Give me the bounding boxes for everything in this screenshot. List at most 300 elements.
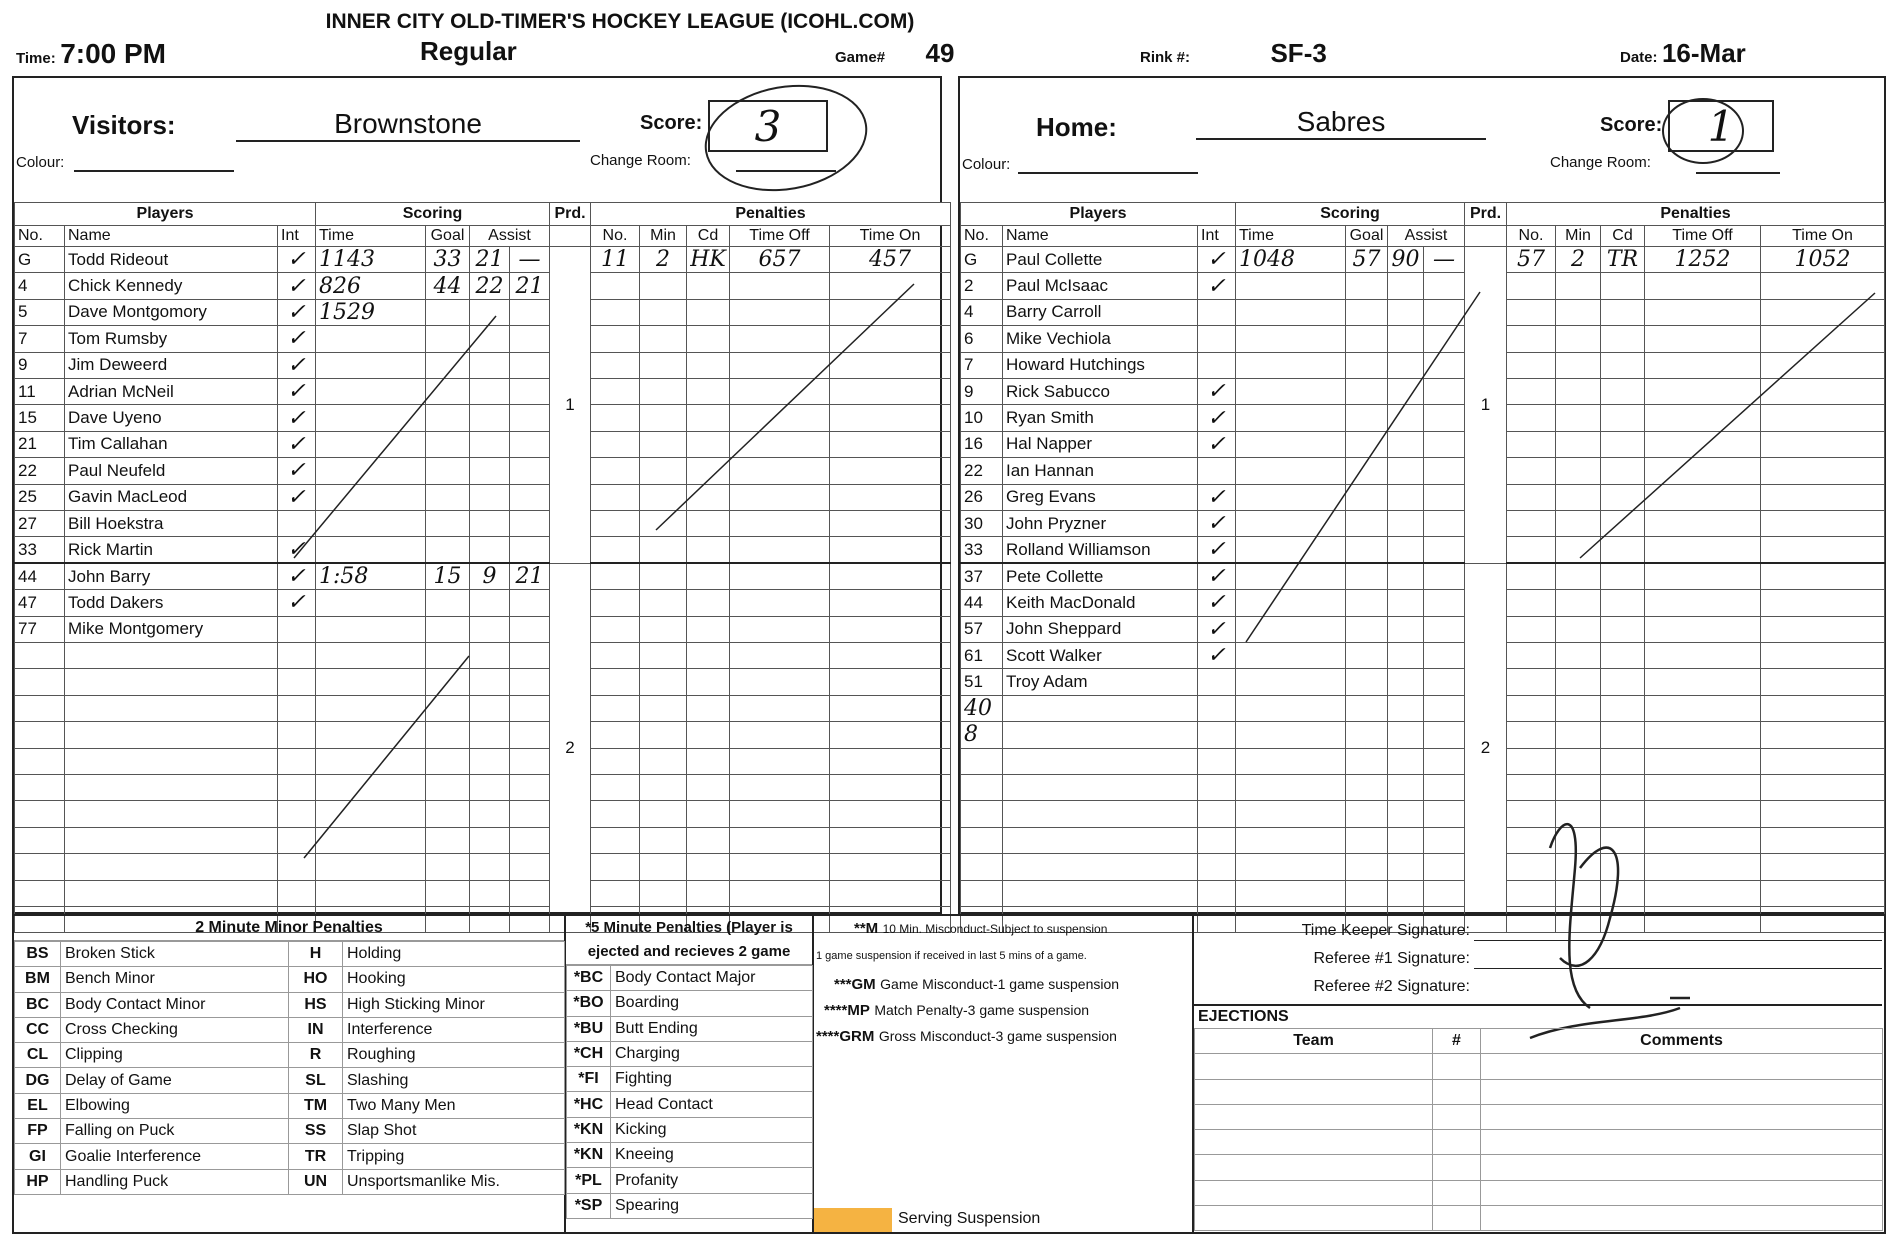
- misconduct-m-code: **M: [854, 920, 879, 937]
- name-col-header: Name: [1003, 226, 1198, 247]
- player-int-check: ✓: [278, 537, 316, 564]
- ejection-comment-cell: [1481, 1206, 1883, 1231]
- ejection-team-cell: [1195, 1155, 1433, 1180]
- misconduct-m-text: 10 Min. Misconduct-Subject to suspension: [882, 922, 1108, 936]
- ejection-comment-cell: [1481, 1130, 1883, 1155]
- misconduct-grm: [816, 1028, 1117, 1046]
- ejection-team-cell: [1195, 1130, 1433, 1155]
- goal-scorer: 33: [426, 247, 470, 273]
- minor-penalty-row: [15, 1093, 565, 1118]
- penalty-no: 57: [1507, 247, 1556, 273]
- home-score-value: 1: [1707, 102, 1735, 151]
- ejections-table: [1194, 1028, 1883, 1231]
- min-col-header: Min: [1556, 226, 1601, 247]
- minor-penalty-row: [15, 1068, 565, 1093]
- penalty-name: Elbowing: [61, 1093, 289, 1118]
- ejection-comment-cell: [1481, 1104, 1883, 1129]
- minor-penalty-row: [15, 967, 565, 992]
- penalties-header: Penalties: [591, 203, 951, 226]
- misconduct-gm-code: ***GM: [834, 976, 876, 993]
- game-number-field: [835, 38, 954, 69]
- visitors-colour-label: Colour:: [16, 154, 65, 171]
- penalty-code: TR: [289, 1144, 343, 1169]
- player-number: 2: [961, 273, 1003, 299]
- int-col-header: Int: [278, 226, 316, 247]
- minor-penalty-row: [15, 1119, 565, 1144]
- player-name: Paul McIsaac: [1003, 273, 1198, 299]
- player-number: 8: [961, 722, 1003, 748]
- goal-assist-2: —: [510, 247, 550, 273]
- ejection-number-cell: [1433, 1206, 1481, 1231]
- cd-col-header: Cd: [687, 226, 730, 247]
- ejection-team-cell: [1195, 1104, 1433, 1129]
- penalty-time-off: 657: [730, 247, 830, 273]
- player-int-check: ✓: [1198, 510, 1236, 536]
- goal-time: 1:58: [316, 563, 426, 590]
- ejections-comments-header: Comments: [1481, 1029, 1883, 1054]
- penalty-code: GI: [15, 1144, 61, 1169]
- player-number: 15: [15, 405, 65, 431]
- penalty-name: Tripping: [343, 1144, 565, 1169]
- no-col-header: No.: [15, 226, 65, 247]
- penalty-code: UN: [289, 1169, 343, 1194]
- major-penalty-row: [567, 1041, 813, 1066]
- assist-col-header: Assist: [1388, 226, 1465, 247]
- player-number: 25: [15, 484, 65, 510]
- minor-penalties-title: 2 Minute Minor Penalties: [14, 916, 564, 941]
- penalty-code: *KN: [567, 1143, 611, 1168]
- prd-header: Prd.: [550, 203, 591, 226]
- visitors-team-name: Brownstone: [236, 108, 580, 142]
- ejection-row: [1195, 1130, 1883, 1155]
- legend-area: [12, 914, 1886, 1234]
- serving-suspension-swatch: [814, 1208, 892, 1232]
- misconduct-m-note: 1 game suspension if received in last 5 mins of a game.: [816, 950, 1087, 962]
- player-int-check: ✓: [1198, 273, 1236, 299]
- penalty-cd: TR: [1601, 247, 1645, 273]
- player-number: 9: [15, 352, 65, 378]
- major-penalty-row: [567, 966, 813, 991]
- player-number: 33: [961, 537, 1003, 564]
- player-name: Dave Uyeno: [65, 405, 278, 431]
- penalty-code: *BU: [567, 1016, 611, 1041]
- penalty-code: BM: [15, 967, 61, 992]
- visitors-change-room-label: Change Room:: [590, 152, 691, 169]
- ejection-row: [1195, 1155, 1883, 1180]
- player-int-check: ✓: [1198, 247, 1236, 273]
- player-number: 22: [15, 458, 65, 484]
- penalty-name: Body Contact Major: [611, 966, 813, 991]
- player-number: G: [15, 247, 65, 273]
- penalty-name: Two Many Men: [343, 1093, 565, 1118]
- player-number: 21: [15, 431, 65, 457]
- referee2-signature-label: Referee #2 Signature:: [1313, 978, 1470, 995]
- penalty-name: Clipping: [61, 1043, 289, 1068]
- home-change-room-label: Change Room:: [1550, 154, 1651, 171]
- player-name: Todd Rideout: [65, 247, 278, 273]
- pen-no-col-header: No.: [1507, 226, 1556, 247]
- player-int-check: ✓: [278, 458, 316, 484]
- assist-col-header: Assist: [470, 226, 550, 247]
- player-int-check: ✓: [278, 378, 316, 404]
- player-int-check: ✓: [278, 405, 316, 431]
- penalty-code: EL: [15, 1093, 61, 1118]
- visitors-panel: [12, 76, 942, 914]
- goal-assist-1: 22: [470, 273, 510, 299]
- penalty-code: *BO: [567, 991, 611, 1016]
- time-off-col-header: Time Off: [730, 226, 830, 247]
- player-name: Tom Rumsby: [65, 326, 278, 352]
- player-name: Jim Deweerd: [65, 352, 278, 378]
- penalty-code: FP: [15, 1119, 61, 1144]
- scoring-header: Scoring: [1236, 203, 1465, 226]
- penalty-code: H: [289, 942, 343, 967]
- player-number: 26: [961, 484, 1003, 510]
- misconduct-mp: [824, 1002, 1089, 1020]
- players-header: Players: [961, 203, 1236, 226]
- penalty-code: DG: [15, 1068, 61, 1093]
- ejection-comment-cell: [1481, 1054, 1883, 1079]
- player-number: 9: [961, 378, 1003, 404]
- ejections-title: EJECTIONS: [1198, 1008, 1289, 1025]
- penalty-code: HP: [15, 1169, 61, 1194]
- goal-assist-2: 21: [510, 563, 550, 590]
- penalty-time-on: 457: [830, 247, 951, 273]
- player-int-check: ✓: [1198, 537, 1236, 564]
- major-title-line1: *5 Minute Penalties (Player is: [585, 919, 793, 936]
- player-name: Tim Callahan: [65, 431, 278, 457]
- misconduct-gm: [834, 976, 1119, 994]
- penalty-min: 2: [640, 247, 687, 273]
- ejection-comment-cell: [1481, 1180, 1883, 1205]
- minor-penalty-row: [15, 1043, 565, 1068]
- date-label: Date:: [1620, 49, 1658, 66]
- visitors-score-label: Score:: [640, 112, 703, 134]
- player-name: Dave Montgomory: [65, 299, 278, 325]
- penalties-header: Penalties: [1507, 203, 1885, 226]
- player-number: G: [961, 247, 1003, 273]
- goal-assist-2: —: [1424, 247, 1465, 273]
- player-name: Chick Kennedy: [65, 273, 278, 299]
- rink-field: [1140, 38, 1327, 69]
- goal-assist-1: 21: [470, 247, 510, 273]
- penalty-name: Profanity: [611, 1168, 813, 1193]
- home-colour-label: Colour:: [962, 156, 1011, 173]
- player-name: Rick Martin: [65, 537, 278, 564]
- penalty-name: Slap Shot: [343, 1119, 565, 1144]
- penalty-name: Falling on Puck: [61, 1119, 289, 1144]
- game-type: Regular: [420, 36, 517, 66]
- game-value: 49: [925, 38, 955, 68]
- ejection-row: [1195, 1079, 1883, 1104]
- penalty-name: Handling Puck: [61, 1169, 289, 1194]
- home-panel: [958, 76, 1886, 914]
- player-name: Keith MacDonald: [1003, 590, 1198, 616]
- period-label: 2: [1465, 563, 1507, 933]
- referee1-signature-label: Referee #1 Signature:: [1313, 950, 1470, 967]
- misconduct-gm-text: Game Misconduct-1 game suspension: [880, 976, 1120, 992]
- minor-penalties-section: [14, 916, 566, 1232]
- player-number: 7: [15, 326, 65, 352]
- player-number: 5: [15, 299, 65, 325]
- ejection-comment-cell: [1481, 1079, 1883, 1104]
- rink-label: Rink #:: [1140, 49, 1191, 66]
- name-col-header: Name: [65, 226, 278, 247]
- period-label: 2: [550, 563, 591, 933]
- ejection-row: [1195, 1206, 1883, 1231]
- goal-time: 1143: [316, 247, 426, 273]
- penalty-code: *SP: [567, 1193, 611, 1218]
- player-number: 51: [961, 669, 1003, 695]
- player-number: 61: [961, 643, 1003, 669]
- penalty-code: HO: [289, 967, 343, 992]
- penalty-name: Interference: [343, 1017, 565, 1042]
- penalty-name: Butt Ending: [611, 1016, 813, 1041]
- goal-col-header: Goal: [1346, 226, 1388, 247]
- player-name: John Pryzner: [1003, 510, 1198, 536]
- player-number: 4: [15, 273, 65, 299]
- player-name: Bill Hoekstra: [65, 510, 278, 536]
- penalty-name: Roughing: [343, 1043, 565, 1068]
- player-int-check: ✓: [278, 326, 316, 352]
- misconduct-grm-text: Gross Misconduct-3 game suspension: [878, 1028, 1117, 1044]
- player-number: 22: [961, 458, 1003, 484]
- major-penalty-row: [567, 1016, 813, 1041]
- player-name: Rolland Williamson: [1003, 537, 1198, 564]
- penalty-code: CL: [15, 1043, 61, 1068]
- player-int-check: ✓: [1198, 405, 1236, 431]
- home-label: Home:: [1036, 112, 1117, 142]
- player-name: Todd Dakers: [65, 590, 278, 616]
- minor-penalty-row: [15, 1144, 565, 1169]
- penalty-name: Fighting: [611, 1067, 813, 1092]
- player-int-check: ✓: [1198, 378, 1236, 404]
- player-name: Greg Evans: [1003, 484, 1198, 510]
- player-name: Pete Collette: [1003, 563, 1198, 590]
- players-header: Players: [15, 203, 316, 226]
- player-int-check: ✓: [1198, 616, 1236, 642]
- player-int-check: ✓: [278, 484, 316, 510]
- penalty-name: Charging: [611, 1041, 813, 1066]
- home-score-label: Score:: [1600, 114, 1663, 136]
- penalty-code: SS: [289, 1119, 343, 1144]
- penalty-name: Slashing: [343, 1068, 565, 1093]
- ejection-team-cell: [1195, 1206, 1433, 1231]
- player-int-check: ✓: [278, 247, 316, 273]
- major-title-line2: ejected and recieves 2 game: [587, 943, 791, 960]
- penalty-name: Kicking: [611, 1117, 813, 1142]
- major-penalty-row: [567, 1117, 813, 1142]
- ejection-number-cell: [1433, 1079, 1481, 1104]
- player-name: Barry Carroll: [1003, 299, 1198, 325]
- misconduct-mp-text: Match Penalty-3 game suspension: [874, 1002, 1090, 1018]
- penalty-min: 2: [1556, 247, 1601, 273]
- time-value: 7:00 PM: [60, 38, 167, 69]
- penalty-code: R: [289, 1043, 343, 1068]
- ejection-number-cell: [1433, 1104, 1481, 1129]
- major-penalty-row: [567, 1067, 813, 1092]
- player-number: 6: [961, 326, 1003, 352]
- player-int-check: ✓: [1198, 484, 1236, 510]
- player-number: 37: [961, 563, 1003, 590]
- player-number: 44: [961, 590, 1003, 616]
- time-field: [16, 38, 166, 70]
- penalty-name: Broken Stick: [61, 942, 289, 967]
- misconduct-section: [814, 916, 1194, 1232]
- player-name: John Barry: [65, 563, 278, 590]
- player-int-check: ✓: [278, 352, 316, 378]
- penalty-name: Unsportsmanlike Mis.: [343, 1169, 565, 1194]
- date-value: 16-Mar: [1661, 38, 1746, 68]
- player-number: 27: [15, 510, 65, 536]
- player-number: 47: [15, 590, 65, 616]
- player-name: Ian Hannan: [1003, 458, 1198, 484]
- penalty-code: SL: [289, 1068, 343, 1093]
- minor-penalty-row: [15, 1169, 565, 1194]
- rink-value: SF-3: [1270, 38, 1327, 68]
- ejections-number-header: #: [1433, 1029, 1481, 1054]
- player-int-check: ✓: [278, 273, 316, 299]
- referee1-signature-line[interactable]: [1474, 968, 1882, 969]
- time-off-col-header: Time Off: [1645, 226, 1761, 247]
- prd-header: Prd.: [1465, 203, 1507, 226]
- penalty-time-on: 1052: [1761, 247, 1885, 273]
- major-penalties-table: [566, 965, 813, 1219]
- minor-penalty-row: [15, 942, 565, 967]
- period-label: 1: [550, 247, 591, 564]
- penalty-code: *HC: [567, 1092, 611, 1117]
- period-label: 1: [1465, 247, 1507, 564]
- ejections-team-header: Team: [1195, 1029, 1433, 1054]
- ejection-number-cell: [1433, 1180, 1481, 1205]
- penalty-name: Boarding: [611, 991, 813, 1016]
- league-title: INNER CITY OLD-TIMER'S HOCKEY LEAGUE (ICOHL.COM): [325, 10, 915, 33]
- player-name: Rick Sabucco: [1003, 378, 1198, 404]
- misconduct-mp-code: ****MP: [824, 1002, 870, 1019]
- ejection-team-cell: [1195, 1054, 1433, 1079]
- serving-suspension-label: Serving Suspension: [898, 1210, 1041, 1227]
- goal-scorer: 57: [1346, 247, 1388, 273]
- int-col-header: Int: [1198, 226, 1236, 247]
- player-int-check: ✓: [278, 590, 316, 616]
- player-number: 33: [15, 537, 65, 564]
- home-team-name: Sabres: [1196, 106, 1486, 140]
- goal-assist-2: 21: [510, 273, 550, 299]
- cd-col-header: Cd: [1601, 226, 1645, 247]
- ejection-row: [1195, 1054, 1883, 1079]
- penalty-name: Delay of Game: [61, 1068, 289, 1093]
- goal-col-header: Goal: [426, 226, 470, 247]
- penalty-name: High Sticking Minor: [343, 992, 565, 1017]
- major-penalties-title: [566, 916, 812, 965]
- home-strike-lines: [960, 78, 1884, 912]
- player-number: 16: [961, 431, 1003, 457]
- penalty-name: Spearing: [611, 1193, 813, 1218]
- visitors-score-value: 3: [754, 102, 782, 151]
- penalty-code: IN: [289, 1017, 343, 1042]
- goal-scorer: 15: [426, 563, 470, 590]
- player-int-check: ✓: [278, 299, 316, 325]
- major-penalty-row: [567, 1168, 813, 1193]
- penalty-name: Bench Minor: [61, 967, 289, 992]
- time-col-header: Time: [1236, 226, 1346, 247]
- penalty-code: *BC: [567, 966, 611, 991]
- major-penalty-row: [567, 991, 813, 1016]
- penalty-code: BS: [15, 942, 61, 967]
- player-name: John Sheppard: [1003, 616, 1198, 642]
- game-label: Game#: [835, 49, 886, 66]
- player-number: 40: [961, 695, 1003, 721]
- ejection-row: [1195, 1180, 1883, 1205]
- goal-assist-1: 90: [1388, 247, 1424, 273]
- penalty-code: *FI: [567, 1067, 611, 1092]
- penalty-name: Cross Checking: [61, 1017, 289, 1042]
- goal-time: 1529: [316, 299, 426, 325]
- penalty-code: *CH: [567, 1041, 611, 1066]
- penalty-code: TM: [289, 1093, 343, 1118]
- misconduct-m: [854, 920, 1107, 938]
- player-name: Ryan Smith: [1003, 405, 1198, 431]
- major-penalties-section: [566, 916, 814, 1232]
- goal-assist-1: 9: [470, 563, 510, 590]
- timekeeper-signature-label: Time Keeper Signature:: [1301, 922, 1470, 939]
- penalty-name: Goalie Interference: [61, 1144, 289, 1169]
- player-number: 11: [15, 378, 65, 404]
- major-penalty-row: [567, 1092, 813, 1117]
- player-name: Paul Collette: [1003, 247, 1198, 273]
- player-int-check: ✓: [278, 563, 316, 590]
- player-int-check: ✓: [1198, 563, 1236, 590]
- pen-no-col-header: No.: [591, 226, 640, 247]
- time-on-col-header: Time On: [830, 226, 951, 247]
- penalty-code: *PL: [567, 1168, 611, 1193]
- player-name: Gavin MacLeod: [65, 484, 278, 510]
- player-name: Mike Vechiola: [1003, 326, 1198, 352]
- ejections-divider: [1194, 1004, 1882, 1006]
- penalty-no: 11: [591, 247, 640, 273]
- min-col-header: Min: [640, 226, 687, 247]
- player-name: Howard Hutchings: [1003, 352, 1198, 378]
- visitors-label: Visitors:: [72, 110, 176, 140]
- player-number: 4: [961, 299, 1003, 325]
- timekeeper-signature-line[interactable]: [1474, 940, 1882, 941]
- penalty-name: Kneeing: [611, 1143, 813, 1168]
- goal-time: 826: [316, 273, 426, 299]
- major-penalty-row: [567, 1193, 813, 1218]
- penalty-code: BC: [15, 992, 61, 1017]
- penalty-name: Head Contact: [611, 1092, 813, 1117]
- ejection-number-cell: [1433, 1130, 1481, 1155]
- ejection-number-cell: [1433, 1155, 1481, 1180]
- player-name: Paul Neufeld: [65, 458, 278, 484]
- time-label: Time:: [16, 50, 56, 67]
- no-col-header: No.: [961, 226, 1003, 247]
- penalty-code: CC: [15, 1017, 61, 1042]
- penalty-name: Body Contact Minor: [61, 992, 289, 1017]
- ejection-team-cell: [1195, 1180, 1433, 1205]
- ejection-comment-cell: [1481, 1155, 1883, 1180]
- time-on-col-header: Time On: [1761, 226, 1885, 247]
- player-name: Scott Walker: [1003, 643, 1198, 669]
- player-int-check: ✓: [1198, 643, 1236, 669]
- minor-penalty-row: [15, 1017, 565, 1042]
- goal-time: 1048: [1236, 247, 1346, 273]
- player-number: 44: [15, 563, 65, 590]
- minor-penalties-table: [14, 941, 565, 1195]
- player-number: 10: [961, 405, 1003, 431]
- goal-scorer: 44: [426, 273, 470, 299]
- ejection-row: [1195, 1104, 1883, 1129]
